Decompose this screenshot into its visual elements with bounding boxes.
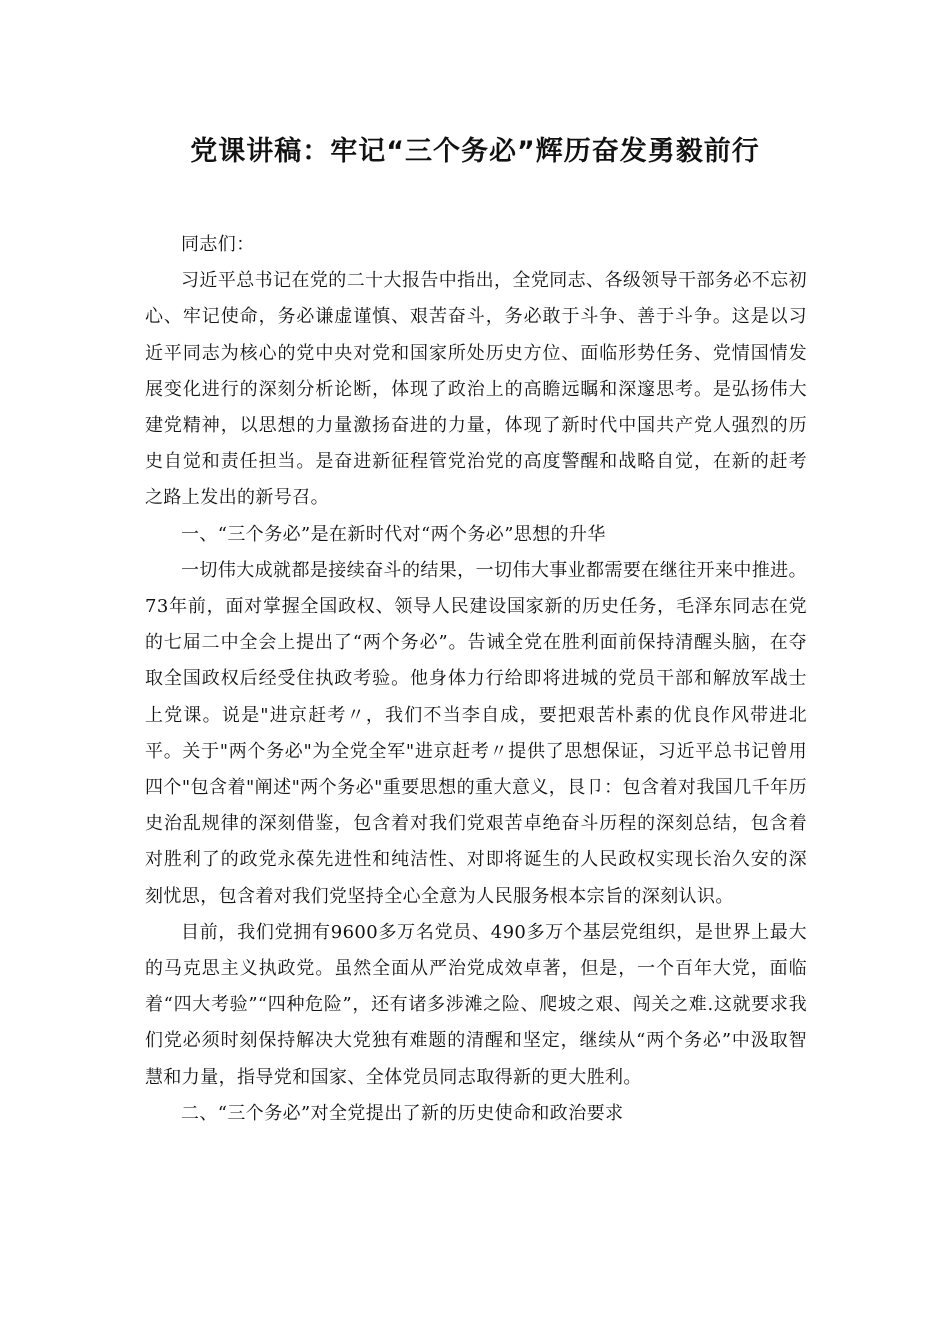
document-body [145,227,807,1132]
salutation: 同志们： [181,234,255,255]
section-heading-1: 一、“三个务必”是在新时代对“两个务必”思想的升华 [181,523,606,545]
paragraph-current: 目前，我们党拥有9600多万名党员、490多万个基层党组织，是世界上最大的马克思主义执政党。虽然全面从严治党成效卓著，但是，一个百年大党，面临着“四大考验”“四种危险”，还有诸多涉滩之险、爬坡之艰、闯关之难.这就要求我们党必须时刻保持解决大党独有难题的清醒和坚定，继续从“两个务必”中汲取智慧和力量，指导党和国家、全体党员同志取得新的更大胜利。 [145,921,807,1088]
paragraph-intro: 习近平总书记在党的二十大报告中指出，全党同志、各级领导干部务必不忘初心、牢记使命，务必谦虚谨慎、艰苦奋斗，务必敢于斗争、善于斗争。这是以习近平同志为核心的党中央对党和国家所处历史方位、面临形势任务、党情国情发展变化进行的深刻分析论断，体现了政治上的高瞻远瞩和深邃思考。是弘扬伟大建党精神，以思想的力量激扬奋进的力量，体现了新时代中国共产党人强烈的历史自觉和责任担当。是奋进新征程管党治党的高度警醒和战略自觉，在新的赶考之路上发出的新号召。 [145,270,807,509]
paragraph-history: 一切伟大成就都是接续奋斗的结果，一切伟大事业都需要在继往开来中推进。73年前，面对掌握全国政权、领导人民建设国家新的历史任务，毛泽东同志在党的七届二中全会上提出了“两个务必”。告诫全党在胜利面前保持清醒头脑，在夺取全国政权后经受住执政考验。他身体力行给即将进城的党员干部和解放军战士上党课。说是"进京赶考〃，我们不当李自成，要把艰苦朴素的优良作风带进北平。关于"两个务必"为全党全军"进京赶考〃提供了思想保证，习近平总书记曾用四个"包含着"阐述"两个务必"重要思想的重大意义，艮卩：包含着对我国几千年历史治乱规律的深刻借鉴，包含着对我们党艰苦卓绝奋斗历程的深刻总结，包含着对胜利了的政党永葆先进性和纯洁性、对即将诞生的人民政权实现长治久安的深刻忧思，包含着对我们党坚持全心全意为人民服务根本宗旨的深刻认识。 [145,559,807,907]
section-heading-2: 二、“三个务必”对全党提出了新的历史使命和政治要求 [181,1102,624,1124]
document-title: 党课讲稿：牢记“三个务必”辉历奋发勇毅前行 [190,136,760,167]
